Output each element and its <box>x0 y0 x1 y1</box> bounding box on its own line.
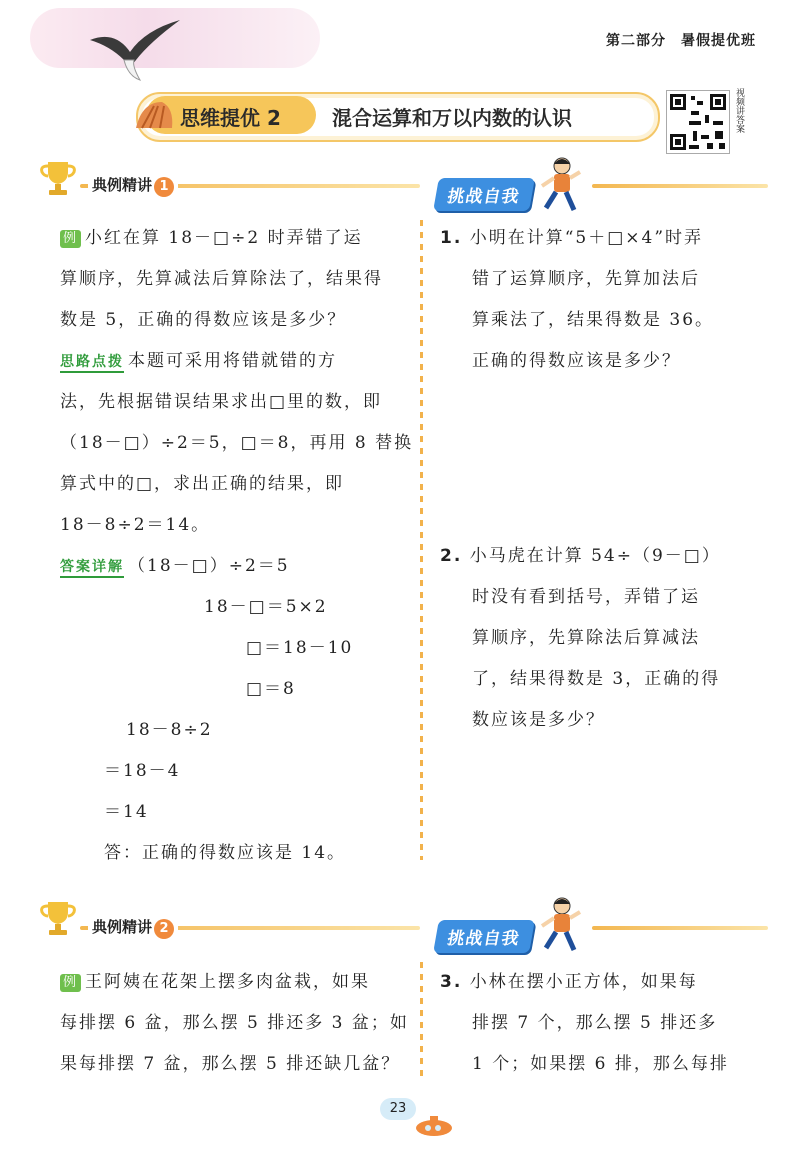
question3-number: 3. <box>440 972 463 992</box>
hint1-line: 法，先根据错误结果求出□里的数，即 <box>60 392 383 412</box>
question3-line: 1 个；如果摆 6 排，那么每排 <box>472 1054 729 1074</box>
column-divider-2 <box>420 962 423 1082</box>
question2-text: 小马虎在计算 54÷（9－□） <box>469 546 721 566</box>
example1-text: 小红在算 18－□÷2 时弄错了运 <box>85 228 363 248</box>
section1-challenge-rule <box>592 184 768 188</box>
example2-line: 果每排摆 7 盆，那么摆 5 排还缺几盆？ <box>60 1054 401 1074</box>
runner-boy-icon <box>536 896 582 956</box>
section2-label-text: 典例精讲 <box>92 918 153 936</box>
example2-block <box>60 962 416 1085</box>
submarine-icon <box>412 1112 456 1138</box>
qr-label: 视频讲答案 <box>734 88 744 133</box>
example2-tag: 例 <box>60 974 81 992</box>
trophy-icon <box>38 158 78 198</box>
hint1-line <box>60 341 416 382</box>
section2-label <box>88 914 178 941</box>
column-divider-1 <box>420 220 423 860</box>
example2-line: 每排摆 6 盆，那么摆 5 排还多 3 盆；如 <box>60 1013 409 1033</box>
runner-boy-icon <box>536 156 582 216</box>
section1-badge: 1 <box>154 177 174 197</box>
example2-text: 王阿姨在花架上摆多肉盆栽，如果 <box>85 972 371 992</box>
page-number: 23 <box>380 1098 416 1120</box>
question2-line: 算顺序，先算除法后算减法 <box>472 628 700 648</box>
section2-challenge: 挑战自我 <box>433 920 535 953</box>
question2-block <box>440 536 780 741</box>
hint1-line: （18－□）÷2＝5，□＝8，再用 8 替换 <box>60 433 414 453</box>
question1-line <box>440 218 780 259</box>
question1-number: 1. <box>440 228 463 248</box>
seagull-icon <box>70 10 190 90</box>
question2-line: 时没有看到括号，弄错了运 <box>472 587 700 607</box>
question1-block <box>440 218 780 382</box>
answer1-line: ＝18－4 <box>104 761 181 781</box>
section1-label <box>88 172 178 199</box>
example1-line <box>60 218 416 259</box>
section1-challenge: 挑战自我 <box>433 178 535 211</box>
answer1-line: □＝18－10 <box>246 638 354 658</box>
question1-text: 小明在计算“5＋□×4”时弄 <box>469 228 704 248</box>
answer1-line: □＝8 <box>246 679 296 699</box>
answer1-line: 答：正确的得数应该是 14。 <box>104 843 347 863</box>
example2-line <box>60 962 416 1003</box>
answer1-line: ＝14 <box>104 802 149 822</box>
title-part2: 混合运算和万以内数的认识 <box>332 106 572 130</box>
header-section-label: 第二部分 暑假提优班 <box>606 33 756 49</box>
example1-line: 算顺序，先算减法后算除法了，结果得 <box>60 269 383 289</box>
question3-line: 排摆 7 个，那么摆 5 排还多 <box>472 1013 718 1033</box>
question2-number: 2. <box>440 546 463 566</box>
title-part1: 思维提优 2 <box>180 106 281 130</box>
answer1-line: 18－□＝5×2 <box>204 597 328 617</box>
answer1-line: 18－8÷2 <box>126 720 213 740</box>
hint-text: 本题可采用将错就错的方 <box>128 351 337 371</box>
shell-icon <box>132 98 176 134</box>
answer-text: （18－□）÷2＝5 <box>128 556 290 576</box>
question3-line <box>440 962 780 1003</box>
question1-line: 错了运算顺序，先算加法后 <box>472 269 700 289</box>
question2-line <box>440 536 780 577</box>
example1-tag: 例 <box>60 230 81 248</box>
question3-text: 小林在摆小正方体，如果每 <box>469 972 698 992</box>
section1-label-text: 典例精讲 <box>92 176 153 194</box>
hint1-line: 18－8÷2＝14。 <box>60 515 211 535</box>
question2-line: 了，结果得数是 3，正确的得 <box>472 669 721 689</box>
hint1-line: 算式中的□，求出正确的结果，即 <box>60 474 345 494</box>
qr-code-icon[interactable] <box>666 90 730 154</box>
hint-tag: 思路点拨 <box>60 353 124 373</box>
section2-challenge-rule <box>592 926 768 930</box>
example1-line: 数是 5，正确的得数应该是多少？ <box>60 310 347 330</box>
answer-tag: 答案详解 <box>60 558 124 578</box>
trophy-icon <box>38 898 78 938</box>
question2-line: 数应该是多少？ <box>472 710 605 730</box>
question3-block <box>440 962 780 1085</box>
answer1-line <box>60 546 416 587</box>
question1-line: 算乘法了，结果得数是 36。 <box>472 310 715 330</box>
section2-badge: 2 <box>154 919 174 939</box>
question1-line: 正确的得数应该是多少？ <box>472 351 681 371</box>
example1-block <box>60 218 416 874</box>
